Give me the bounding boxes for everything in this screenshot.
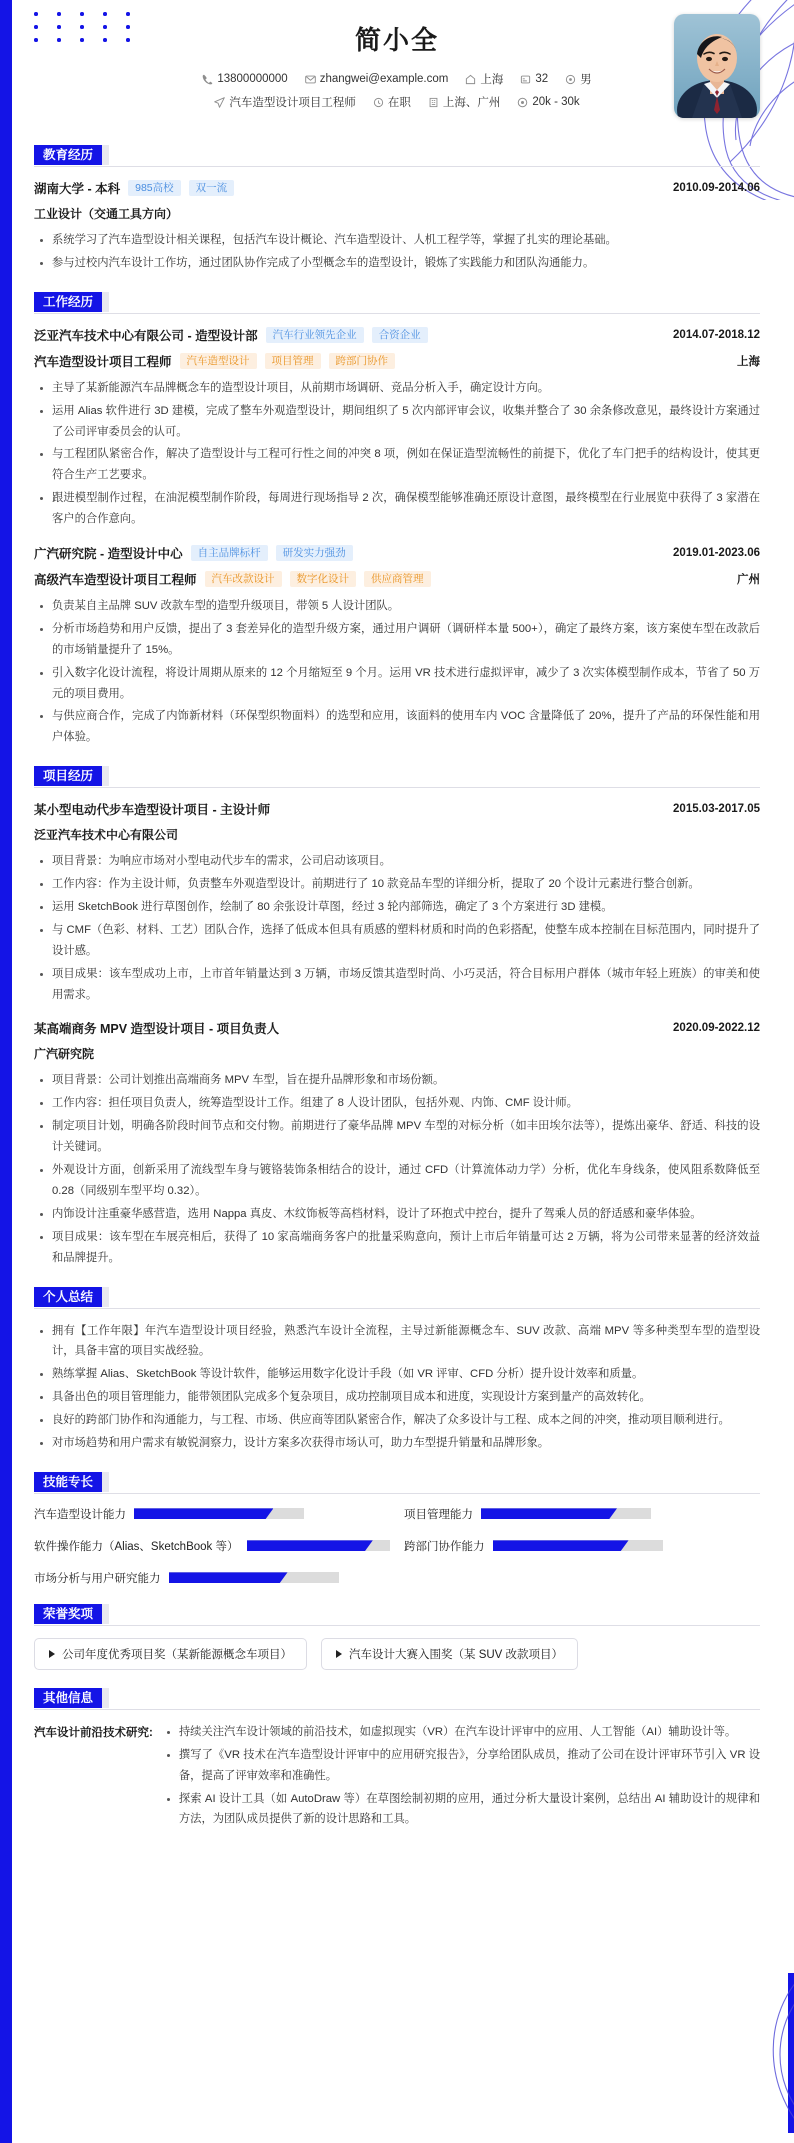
skill-progress-fill [169, 1572, 288, 1583]
bullet-item: 与工程团队紧密合作，解决了造型设计与工程可行性之间的冲突 8 项，例如在保证造型流畅性的前提下，优化了车门把手的结构设计，使其更符合生产工艺要求。 [38, 444, 760, 486]
skill-progress-fill [481, 1508, 617, 1519]
section-title: 荣誉奖项 [34, 1604, 102, 1624]
skill-item [404, 1538, 760, 1554]
home-icon [465, 74, 476, 85]
skill-item [404, 1506, 760, 1522]
bullet-item: 分析市场趋势和用户反馈，提出了 3 套差异化的造型升级方案，通过用户调研（调研样本量 500+），确定了最终方案，该方案使车型在改款后的市场销量提升了 15%。 [38, 619, 760, 661]
contact1-item-2 [458, 71, 510, 87]
section-divider [34, 787, 760, 788]
phone-icon [202, 74, 213, 85]
skill-progress-bar [493, 1540, 663, 1551]
work-company-row [34, 326, 760, 344]
salary-icon [517, 97, 528, 108]
bullet-item: 项目背景：公司计划推出高端商务 MPV 车型，旨在提升品牌形象和市场份额。 [38, 1070, 760, 1091]
bullet-item: 具备出色的项目管理能力，能带领团队完成多个复杂项目，成功控制项目成本和进度，实现设计方案到量产的高效转化。 [38, 1387, 760, 1408]
entry-meta: 2019.01-2023.06 [673, 547, 760, 560]
bullet-item: 项目成果：该车型在车展亮相后，获得了 10 家高端商务客户的批量采购意向，预计上市后年销量可达 2 万辆，将为公司带来显著的经济效益和品牌提升。 [38, 1227, 760, 1269]
section-other [0, 1688, 794, 1832]
contact-value: 13800000000 [217, 73, 288, 85]
education-bullet-list [38, 230, 760, 274]
entry-title: 某高端商务 MPV 造型设计项目 - 项目负责人 [34, 1022, 280, 1037]
section-title: 工作经历 [34, 292, 102, 312]
tag-chip: 汽车行业领先企业 [266, 327, 364, 343]
skills-grid [34, 1506, 760, 1586]
section-divider [34, 313, 760, 314]
section-header-projects [34, 766, 760, 788]
work-entry [34, 544, 760, 748]
bullet-item: 负责某自主品牌 SUV 改款车型的造型升级项目，带领 5 人设计团队。 [38, 596, 760, 617]
gender-icon [565, 74, 576, 85]
section-divider [34, 166, 760, 167]
entry-meta: 2015.03-2017.05 [673, 803, 760, 816]
bullet-item: 对市场趋势和用户需求有敏锐洞察力，设计方案多次获得市场认可，助力车型提升销量和品牌形象。 [38, 1433, 760, 1454]
tag-chip: 跨部门协作 [329, 353, 396, 369]
skill-label: 软件操作能力（Alias、SketchBook 等） [34, 1540, 239, 1553]
bullet-item: 探索 AI 设计工具（如 AutoDraw 等）在草图绘制初期的应用，通过分析大量设计案例，总结出 AI 辅助设计的规律和方法，为团队成员提供了新的设计思路和工具。 [165, 1789, 760, 1831]
section-title: 个人总结 [34, 1287, 102, 1307]
skill-label: 跨部门协作能力 [404, 1540, 485, 1553]
bullet-item: 良好的跨部门协作和沟通能力，与工程、市场、供应商等团队紧密合作，解决了众多设计与工程、成本之间的冲突，推动项目顺利进行。 [38, 1410, 760, 1431]
work-position-row [34, 570, 760, 588]
section-divider [34, 1709, 760, 1710]
bullet-item: 参与过校内汽车设计工作坊，通过团队协作完成了小型概念车的造型设计，锻炼了实践能力和团队沟通能力。 [38, 253, 760, 274]
contact2-item-1 [366, 94, 418, 110]
tag-chip: 双一流 [189, 180, 235, 196]
bullet-item: 主导了某新能源汽车品牌概念车的造型设计项目，从前期市场调研、竞品分析入手，确定设计方向。 [38, 378, 760, 399]
entry-title: 某小型电动代步车造型设计项目 - 主设计师 [34, 803, 271, 818]
work-bullet-list [38, 378, 760, 530]
contact2-item-2 [421, 94, 508, 110]
skill-progress-bar [481, 1508, 651, 1519]
skill-item [34, 1570, 390, 1586]
contact2-item-0 [207, 94, 363, 110]
bullet-item: 引入数字化设计流程，将设计周期从原来的 12 个月缩短至 9 个月。运用 VR 技术进行虚拟评审，减少了 3 次实体模型制作成本，节省了 50 万元的项目费用。 [38, 663, 760, 705]
contact-value: 在职 [387, 97, 411, 109]
project-title-row [34, 1019, 760, 1037]
tag-chip: 供应商管理 [364, 571, 431, 587]
bullet-item: 制定项目计划，明确各阶段时间节点和交付物。前期进行了豪华品牌 MPV 车型的对标分析（如丰田埃尔法等），提炼出豪华、舒适、科技的设计关键词。 [38, 1116, 760, 1158]
work-entry [34, 326, 760, 530]
contact2-item-3 [510, 96, 586, 108]
section-header-education [34, 145, 760, 167]
skill-progress-bar [247, 1540, 391, 1551]
bullet-item: 运用 SketchBook 进行草图创作，绘制了 80 余张设计草图，经过 3 轮内部筛选，确定了 3 个方案进行 3D 建模。 [38, 897, 760, 918]
entry-title: 泛亚汽车技术中心有限公司 - 造型设计部 [34, 328, 258, 343]
section-title: 项目经历 [34, 766, 102, 786]
avatar [674, 14, 760, 118]
bullet-item: 拥有【工作年限】年汽车造型设计项目经验，熟悉汽车设计全流程，主导过新能源概念车、SUV 改款、高端 MPV 等多种类型车型的造型设计，具备丰富的项目实战经验。 [38, 1321, 760, 1363]
contact1-item-0 [195, 73, 294, 85]
section-divider [34, 1308, 760, 1309]
contact-value: 20k - 30k [532, 96, 580, 108]
entry-meta: 广州 [737, 574, 760, 587]
contact1-item-4 [558, 71, 599, 87]
other-info-label: 汽车设计前沿技术研究: [34, 1726, 153, 1739]
entry-meta: 上海 [737, 355, 760, 368]
work-company-row [34, 544, 760, 562]
project-bullet-list [38, 851, 760, 1005]
entry-meta: 2014.07-2018.12 [673, 328, 760, 341]
contact-value: 32 [535, 73, 549, 85]
work-position-row [34, 352, 760, 370]
mail-icon [305, 74, 316, 85]
tag-chip: 汽车造型设计 [180, 353, 257, 369]
bullet-item: 熟练掌握 Alias、SketchBook 等设计软件，能够运用数字化设计手段（如 VR 评审、CFD 分析）提升设计效率和质量。 [38, 1364, 760, 1385]
education-major: 工业设计（交通工具方向） [34, 207, 179, 221]
entry-title: 高级汽车造型设计项目工程师 [34, 573, 197, 588]
other-info-row [34, 1722, 760, 1832]
project-org: 泛亚汽车技术中心有限公司 [34, 828, 179, 843]
summary-bullet-list [38, 1321, 760, 1454]
education-title-row [34, 179, 760, 197]
tag-chip: 合资企业 [372, 327, 428, 343]
skill-label: 汽车造型设计能力 [34, 1508, 126, 1521]
awards-list [34, 1638, 760, 1670]
skill-progress-fill [247, 1540, 373, 1551]
award-item[interactable] [34, 1638, 307, 1670]
bullet-item: 持续关注汽车设计领域的前沿技术，如虚拟现实（VR）在汽车设计评审中的应用、人工智能（AI）辅助设计等。 [165, 1722, 760, 1743]
section-divider [34, 1625, 760, 1626]
skill-item [34, 1506, 390, 1522]
section-title: 其他信息 [34, 1688, 102, 1708]
project-title-row [34, 800, 760, 818]
bullet-item: 系统学习了汽车造型设计相关课程，包括汽车设计概论、汽车造型设计、人机工程学等，掌握了扎实的理论基础。 [38, 230, 760, 251]
section-work [0, 292, 794, 748]
skill-progress-bar [134, 1508, 304, 1519]
bullet-item: 撰写了《VR 技术在汽车造型设计评审中的应用研究报告》，分享给团队成员，推动了公司在设计评审环节引入 VR 设备，提高了评审效率和准确性。 [165, 1745, 760, 1787]
other-bullet-list [165, 1722, 760, 1830]
tag-chip: 数字化设计 [290, 571, 357, 587]
contact-value: 上海 [480, 74, 504, 86]
bullet-item: 运用 Alias 软件进行 3D 建模，完成了整车外观造型设计，期间组织了 5 次内部评审会议，收集并整合了 30 余条修改意见，最终设计方案通过了公司评审委员会的认可。 [38, 401, 760, 443]
skill-item [34, 1538, 390, 1554]
skill-progress-fill [493, 1540, 629, 1551]
skill-label: 项目管理能力 [404, 1508, 473, 1521]
tag-chip: 自主品牌标杆 [191, 545, 268, 561]
award-label: 公司年度优秀项目奖（某新能源概念车项目） [62, 1648, 292, 1661]
tag-chip: 研发实力强劲 [276, 545, 353, 561]
building-icon [428, 97, 439, 108]
skill-progress-fill [134, 1508, 273, 1519]
project-bullet-list [38, 1070, 760, 1268]
entry-title: 湖南大学 - 本科 [34, 182, 121, 196]
bullet-item: 内饰设计注重豪华感营造，选用 Nappa 真皮、木纹饰板等高档材料，设计了环抱式中控台，提升了驾乘人员的舒适感和豪华体验。 [38, 1204, 760, 1225]
entry-meta: 2020.09-2022.12 [673, 1022, 760, 1035]
contact1-item-1 [298, 73, 456, 85]
bullet-item: 项目成果：该车型成功上市，上市首年销量达到 3 万辆，市场反馈其造型时尚、小巧灵活，符合目标用户群体（城市年轻上班族）的审美和使用需求。 [38, 964, 760, 1006]
entry-title: 汽车造型设计项目工程师 [34, 354, 172, 369]
bullet-item: 跟进模型制作过程，在油泥模型制作阶段，每周进行现场指导 2 次，确保模型能够准确还原设计意图，最终模型在行业展览中获得了 3 家潜在客户的合作意向。 [38, 488, 760, 530]
page-title: 简小全 [354, 25, 439, 55]
contact1-item-3 [513, 73, 555, 85]
decorative-swirl-bottom [744, 1973, 794, 2133]
section-skills [0, 1472, 794, 1586]
section-title: 技能专长 [34, 1472, 102, 1492]
section-projects [0, 766, 794, 1268]
entry-title: 广汽研究院 - 造型设计中心 [34, 547, 183, 562]
work-bullet-list [38, 596, 760, 748]
section-header-other [34, 1688, 760, 1710]
award-item[interactable] [321, 1638, 578, 1670]
contact-value: 汽车造型设计项目工程师 [229, 97, 356, 109]
skill-progress-bar [169, 1572, 339, 1583]
tag-chip: 汽车改款设计 [205, 571, 282, 587]
section-header-work [34, 292, 760, 314]
section-awards [0, 1604, 794, 1670]
section-education [0, 145, 794, 274]
paperplane-icon [214, 97, 225, 108]
other-info-body [161, 1722, 760, 1832]
id-icon [520, 74, 531, 85]
decorative-dot-grid [34, 12, 142, 50]
project-entry [34, 1019, 760, 1268]
section-divider [34, 1493, 760, 1494]
bullet-item: 项目背景：为响应市场对小型电动代步车的需求，公司启动该项目。 [38, 851, 760, 872]
project-org: 广汽研究院 [34, 1047, 95, 1062]
bullet-item: 与供应商合作，完成了内饰新材料（环保型织物面料）的选型和应用，该面料的使用车内 VOC 含量降低了 20%，提升了产品的环保性能和用户体验。 [38, 706, 760, 748]
tag-chip: 项目管理 [265, 353, 321, 369]
project-entry [34, 800, 760, 1005]
section-header-summary [34, 1287, 760, 1309]
section-summary [0, 1287, 794, 1454]
contact-value: 男 [580, 74, 592, 86]
tag-chip: 985高校 [128, 180, 181, 196]
award-label: 汽车设计大赛入围奖（某 SUV 改款项目） [349, 1648, 564, 1661]
contact-value: zhangwei@example.com [319, 73, 449, 85]
section-title: 教育经历 [34, 145, 102, 165]
section-header-awards [34, 1604, 760, 1626]
skill-label: 市场分析与用户研究能力 [34, 1572, 161, 1585]
bullet-item: 外观设计方面，创新采用了流线型车身与镀铬装饰条相结合的设计，通过 CFD（计算流体动力学）分析，优化车身线条，使风阻系数降低至 0.28（同级别车型平均 0.32）。 [38, 1160, 760, 1202]
bullet-item: 工作内容：担任项目负责人，统筹造型设计工作。组建了 8 人设计团队，包括外观、内饰、CMF 设计师。 [38, 1093, 760, 1114]
contact-value: 上海、广州 [442, 97, 501, 109]
left-accent-rail [0, 0, 12, 2143]
status-icon [373, 97, 384, 108]
play-triangle-icon [336, 1650, 342, 1658]
bullet-item: 工作内容：作为主设计师，负责整车外观造型设计。前期进行了 10 款竞品车型的详细分析，提取了 20 个设计元素进行整合创新。 [38, 874, 760, 895]
section-header-skills [34, 1472, 760, 1494]
entry-meta: 2010.09-2014.06 [673, 182, 760, 194]
play-triangle-icon [49, 1650, 55, 1658]
education-entry [34, 179, 760, 274]
bullet-item: 与 CMF（色彩、材料、工艺）团队合作，选择了低成本但具有质感的塑料材质和时尚的色彩搭配，使整车成本控制在目标范围内，同时提升了设计感。 [38, 920, 760, 962]
